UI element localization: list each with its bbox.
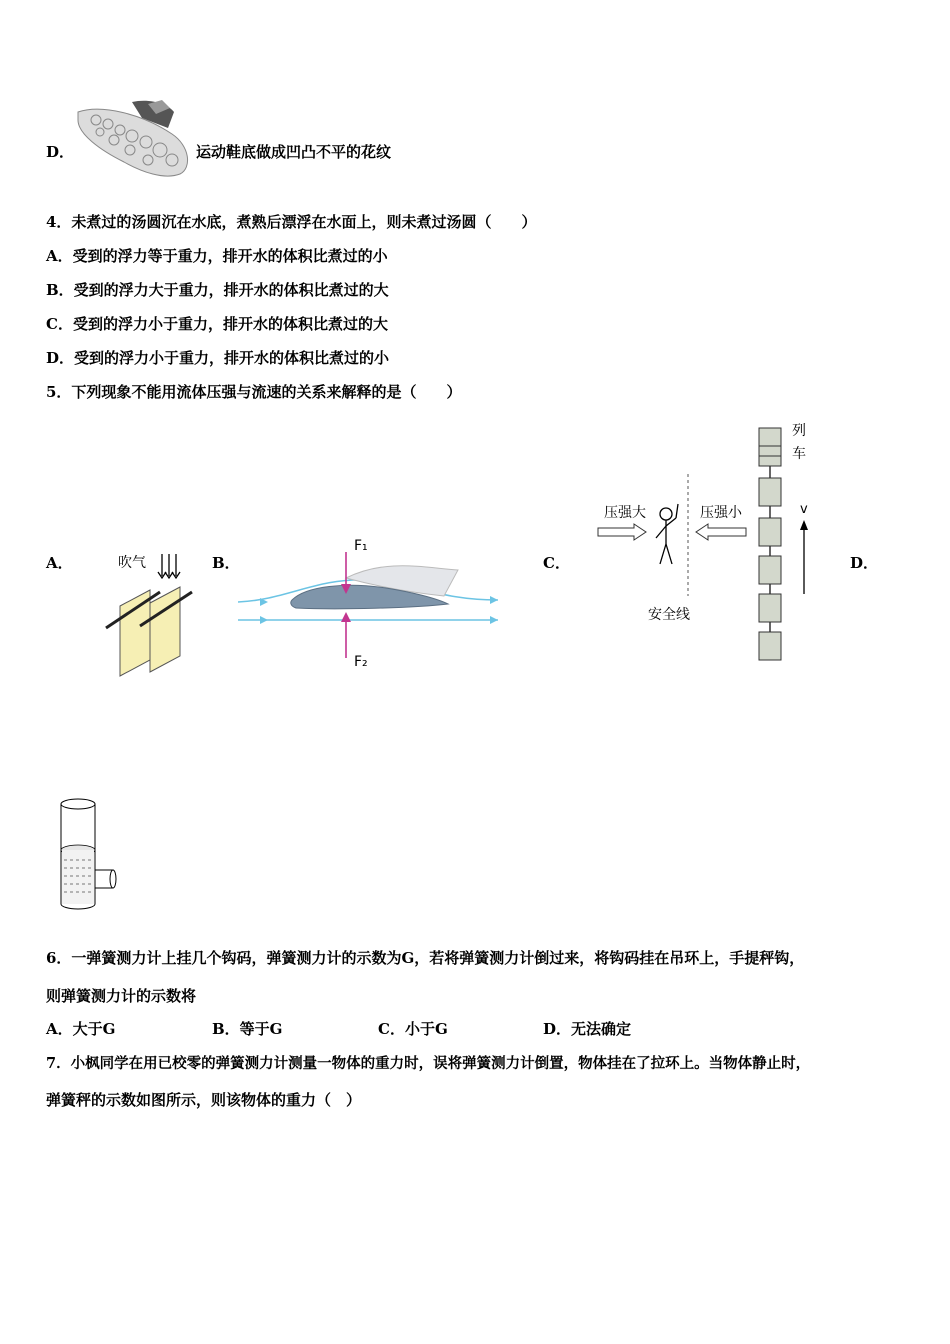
q3-option-d-text: 运动鞋底做成凹凸不平的花纹	[196, 143, 392, 161]
q6-option-a: A．大于G	[46, 1020, 116, 1038]
q6-stem-line2: 则弹簧测力计的示数将	[46, 987, 197, 1005]
q5-label-a: A．	[46, 554, 73, 572]
train-label-2: 车	[792, 446, 806, 462]
safety-line-label: 安全线	[648, 607, 690, 623]
q7-stem-line2: 弹簧秤的示数如图所示，则该物体的重力（ ）	[46, 1091, 362, 1109]
shoe-sole-icon	[72, 98, 192, 178]
q6-option-d: D．无法确定	[543, 1020, 632, 1038]
cylinder-figure	[52, 794, 122, 916]
q5-label-c: C．	[543, 554, 570, 572]
q7-stem-line1: 7．小枫同学在用已校零的弹簧测力计测量一物体的重力时，误将弹簧测力计倒置，物体挂在了拉环上。当物体静止时，	[46, 1055, 811, 1072]
velocity-label: v	[800, 502, 808, 517]
q5-label-b: B．	[212, 554, 240, 572]
high-pressure-label: 压强大	[604, 505, 646, 521]
force-f2-label: F₂	[354, 654, 368, 670]
paper-blow-figure	[100, 548, 200, 683]
q4-option-c: C．受到的浮力小于重力，排开水的体积比煮过的大	[46, 315, 388, 333]
q4-option-a: A．受到的浮力等于重力，排开水的体积比煮过的小	[46, 247, 388, 265]
q4-stem: 4．未煮过的汤圆沉在水底，煮熟后漂浮在水面上，则未煮过汤圆（ ）	[46, 213, 537, 231]
q6-option-b: B．等于G	[212, 1020, 283, 1038]
q3-option-d-label: D．	[46, 143, 75, 161]
airfoil-figure	[236, 538, 506, 676]
shoe-sole-figure	[72, 98, 192, 178]
force-f1-label: F₁	[354, 538, 368, 554]
q4-option-d: D．受到的浮力小于重力，排开水的体积比煮过的小	[46, 349, 390, 367]
q4-option-b: B．受到的浮力大于重力，排开水的体积比煮过的大	[46, 281, 389, 299]
q6-option-c: C．小于G	[378, 1020, 448, 1038]
q5-stem: 5．下列现象不能用流体压强与流速的关系来解释的是（ ）	[46, 383, 462, 401]
q6-stem-line1: 6．一弹簧测力计上挂几个钩码，弹簧测力计的示数为G，若将弹簧测力计倒过来，将钩码挂在吊环上，手提秤钩，	[46, 949, 805, 967]
blow-caption: 吹气	[118, 555, 146, 571]
train-label-1: 列	[792, 423, 806, 439]
q5-label-d: D．	[850, 554, 879, 572]
low-pressure-label: 压强小	[700, 505, 742, 521]
train-platform-figure	[592, 418, 822, 664]
